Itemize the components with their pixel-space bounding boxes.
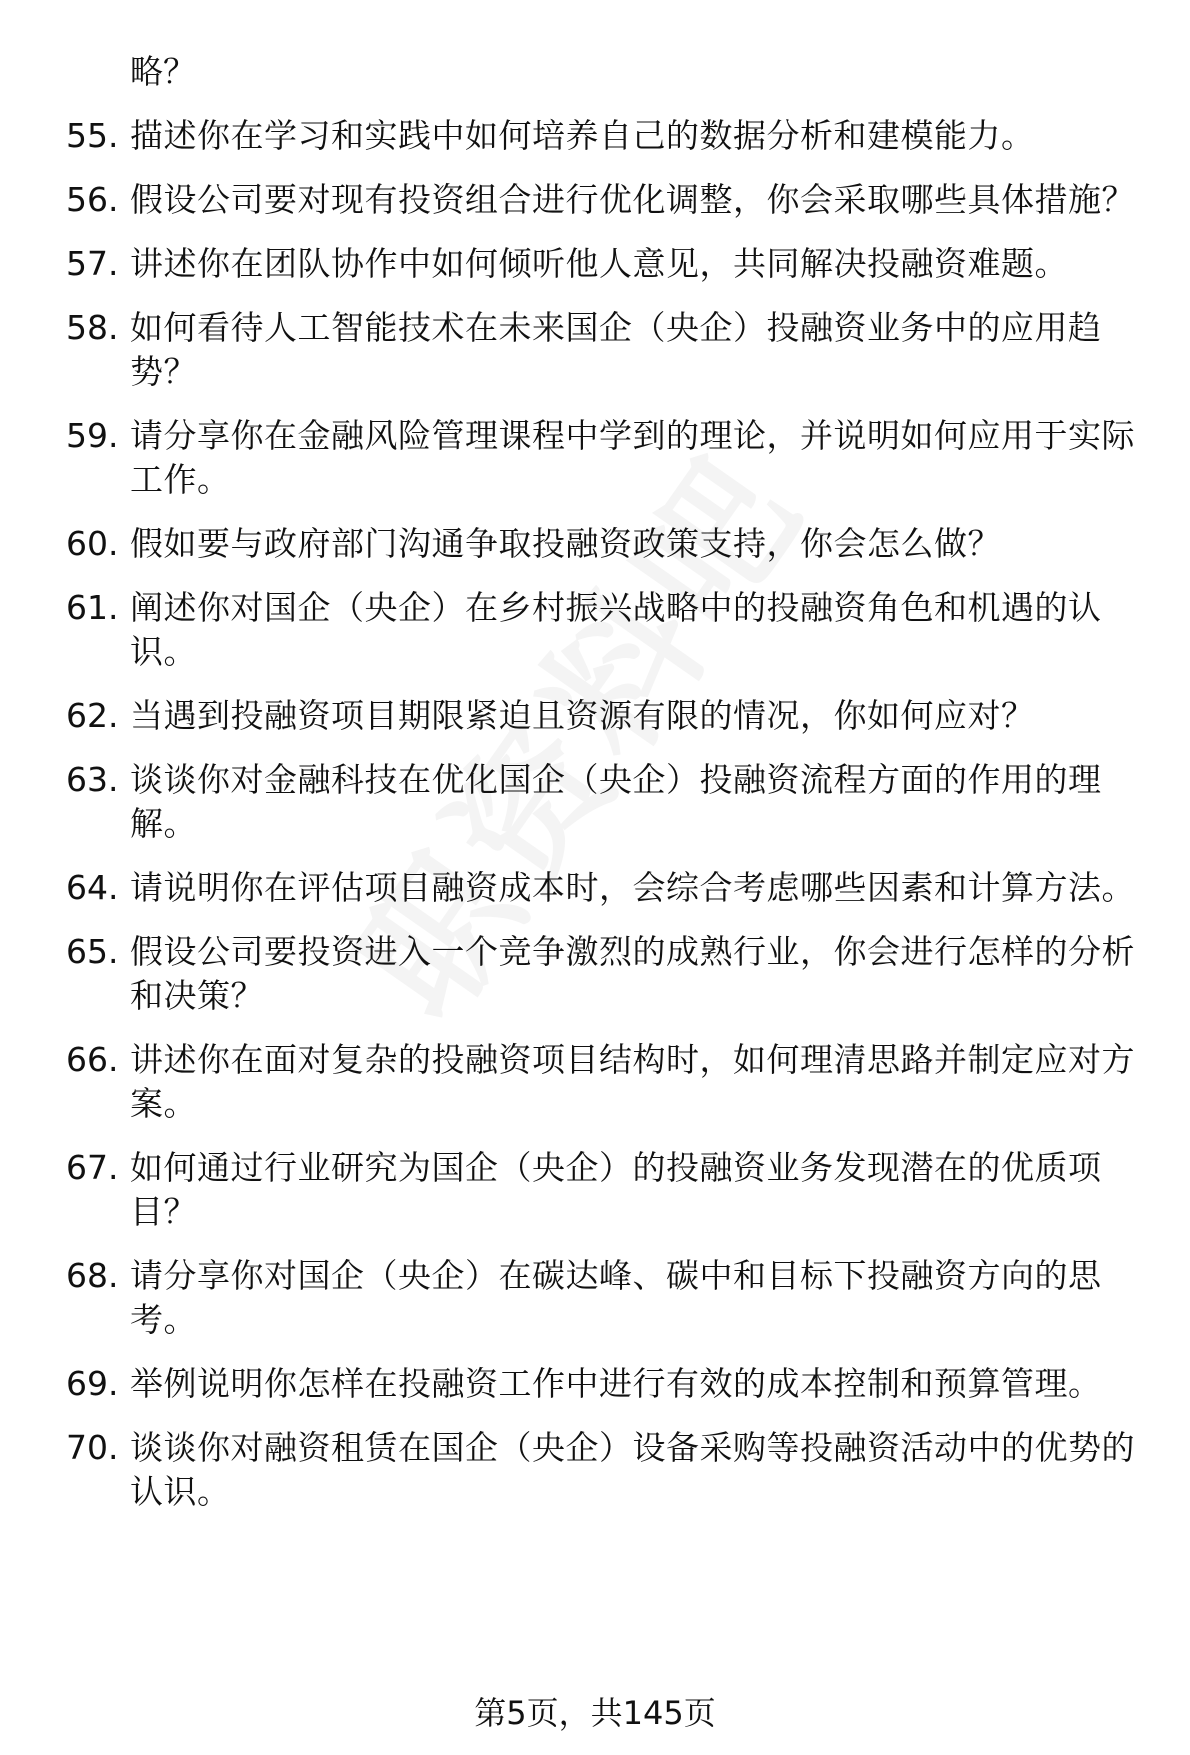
question-text: 如何看待人工智能技术在未来国企（央企）投融资业务中的应用趋势？ — [130, 308, 1102, 391]
question-number: 57. — [66, 244, 119, 283]
question-text: 当遇到投融资项目期限紧迫且资源有限的情况，你如何应对？ — [130, 696, 1035, 735]
question-number: 56. — [66, 180, 119, 219]
question-number: 66. — [66, 1040, 119, 1079]
question-text: 讲述你在团队协作中如何倾听他人意见，共同解决投融资难题。 — [130, 244, 1068, 283]
question-number: 70. — [66, 1428, 119, 1467]
question-text: 如何通过行业研究为国企（央企）的投融资业务发现潜在的优质项目？ — [130, 1148, 1102, 1231]
list-item — [0, 414, 1190, 502]
list-item — [0, 758, 1190, 846]
list-item — [0, 586, 1190, 674]
list-item — [0, 1254, 1190, 1342]
list-item — [0, 306, 1190, 394]
list-item — [0, 866, 1190, 910]
question-text: 阐述你对国企（央企）在乡村振兴战略中的投融资角色和机遇的认识。 — [130, 588, 1102, 671]
list-item — [0, 114, 1190, 158]
question-text: 举例说明你怎样在投融资工作中进行有效的成本控制和预算管理。 — [130, 1364, 1102, 1403]
question-number: 65. — [66, 932, 119, 971]
question-number: 64. — [66, 868, 119, 907]
question-text: 讲述你在面对复杂的投融资项目结构时，如何理清思路并制定应对方案。 — [130, 1040, 1135, 1123]
question-text: 请分享你对国企（央企）在碳达峰、碳中和目标下投融资方向的思考。 — [130, 1256, 1102, 1339]
question-number: 63. — [66, 760, 119, 799]
question-number: 67. — [66, 1148, 119, 1187]
question-number: 68. — [66, 1256, 119, 1295]
question-text: 描述你在学习和实践中如何培养自己的数据分析和建模能力。 — [130, 116, 1035, 155]
list-item — [0, 1362, 1190, 1406]
question-number: 62. — [66, 696, 119, 735]
question-number: 58. — [66, 308, 119, 347]
question-text: 谈谈你对融资租赁在国企（央企）设备采购等投融资活动中的优势的认识。 — [130, 1428, 1135, 1511]
question-text: 假如要与政府部门沟通争取投融资政策支持，你会怎么做？ — [130, 524, 1001, 563]
question-number: 61. — [66, 588, 119, 627]
question-number: 59. — [66, 416, 119, 455]
question-text: 请说明你在评估项目融资成本时，会综合考虑哪些因素和计算方法。 — [130, 868, 1135, 907]
question-text: 请分享你在金融风险管理课程中学到的理论，并说明如何应用于实际工作。 — [130, 416, 1135, 499]
list-item — [0, 1146, 1190, 1234]
list-item — [0, 242, 1190, 286]
page-footer: 第5页，共145页 — [474, 1694, 716, 1732]
question-number: 55. — [66, 116, 119, 155]
question-number: 60. — [66, 524, 119, 563]
list-item — [0, 694, 1190, 738]
question-list — [0, 50, 1190, 1534]
list-item — [0, 930, 1190, 1018]
list-item — [0, 1426, 1190, 1514]
continuation-text: 略？ — [130, 52, 196, 91]
list-item — [0, 178, 1190, 222]
list-item — [0, 522, 1190, 566]
question-number: 69. — [66, 1364, 119, 1403]
question-text: 假设公司要对现有投资组合进行优化调整，你会采取哪些具体措施？ — [130, 180, 1135, 219]
question-text: 谈谈你对金融科技在优化国企（央企）投融资流程方面的作用的理解。 — [130, 760, 1102, 843]
question-text: 假设公司要投资进入一个竞争激烈的成熟行业，你会进行怎样的分析和决策？ — [130, 932, 1135, 1015]
list-item — [0, 1038, 1190, 1126]
